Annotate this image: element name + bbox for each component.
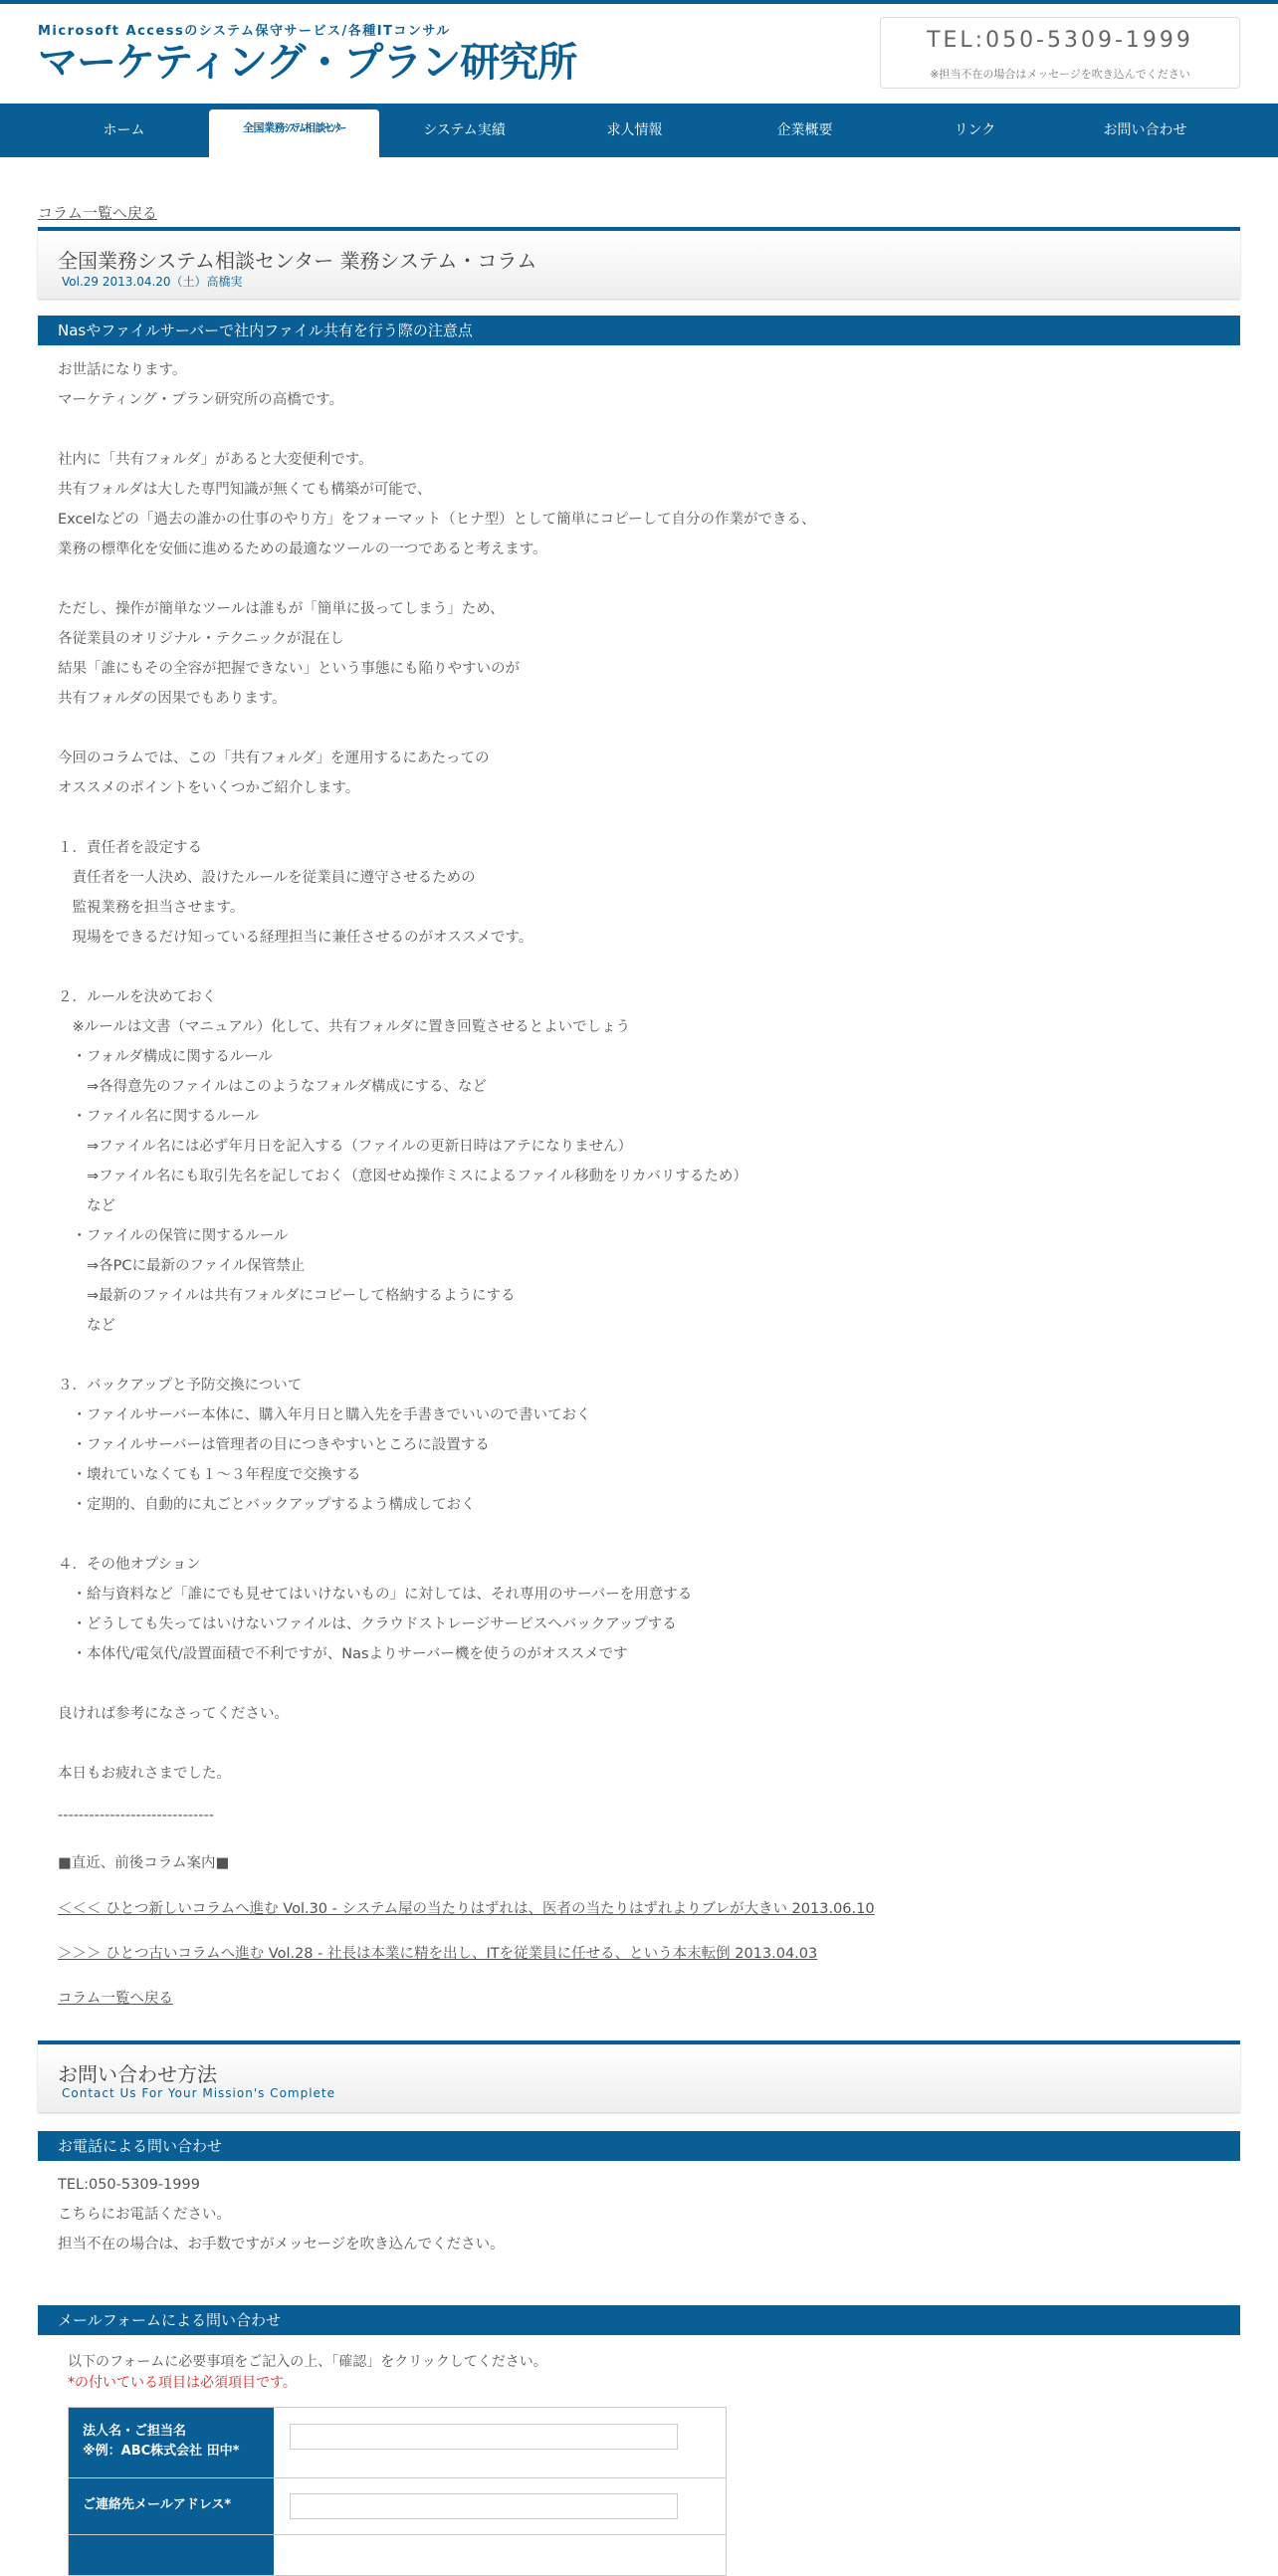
company-name-cell [274,2408,726,2477]
article-line: ４．その他オプション [58,1557,201,1573]
company-name-label-example: ※例：ABC株式会社 田中* [83,2444,240,2459]
email-input[interactable] [290,2493,678,2519]
form-row-email [69,2478,726,2535]
article-line: ただし、操作が簡単なツールは誰もが「簡単に扱ってしまう」ため、 [58,601,505,617]
article-line: オススメのポイントをいくつかご紹介します。 [58,780,360,796]
article-line: ⇒ファイル名には必ず年月日を記入する（ファイルの更新日時はアテになりません） [58,1139,633,1155]
nav-item-links[interactable]: リンク [954,122,996,138]
article-line: ・どうしても失ってはいけないファイルは、クラウドストレージサービスへバックアップする [58,1616,677,1632]
bottom-back-to-list-link[interactable]: コラム一覧へ戻る [58,1991,173,2007]
article-blank-line [58,1341,1212,1371]
page-title: 全国業務システム相談センター 業務システム・コラム [58,249,537,273]
contact-header [38,2040,1240,2112]
article-blank-line [58,1669,1212,1699]
form-row-next [69,2535,726,2575]
article-line: 責任者を一人決め、設けたルールを従業員に遵守させるための [58,870,476,886]
page-header [38,227,1240,299]
article-line: Excelなどの「過去の誰かの仕事のやり方」をフォーマット（ヒナ型）として簡単にコピーして自分の作業ができる、 [58,512,816,528]
next-field-cell [274,2535,726,2575]
article-line: ⇒ファイル名にも取引先名を記しておく（意図せぬ操作ミスによるファイル移動をリカバリするため） [58,1169,747,1184]
email-label-text: ご連絡先メールアドレス* [83,2497,232,2512]
mail-contact-heading-bar [38,2305,1240,2335]
article-line: 本日もお疲れさまでした。 [58,1766,231,1782]
nav-item-jobs[interactable]: 求人情報 [606,122,663,138]
article-line: ・ファイルの保管に関するルール [58,1228,289,1244]
article-blank-line [58,714,1212,744]
phone-contact-note: 担当不在の場合は、お手数ですがメッセージを吹き込んでください。 [58,2237,505,2253]
article-heading-bar [38,316,1240,345]
article-line: 業務の標準化を安価に進めるための最適なツールの一つであると考えます。 [58,541,547,557]
form-row-company-name [69,2408,726,2478]
phone-contact-info [58,2170,505,2259]
header-phone-note: ※担当不在の場合はメッセージを吹き込んでください [930,68,1190,81]
article-line: ・ファイルサーバーは管理者の目につきやすいところに設置する [58,1437,490,1453]
company-name-label-text: 法人名・ご担当名 [83,2424,187,2439]
next-field-label [69,2535,274,2575]
article-blank-line [58,1520,1212,1550]
article-line: ・ファイル名に関するルール [58,1109,260,1125]
company-name-label [69,2408,274,2477]
article-line: 共有フォルダの因果でもあります。 [58,691,287,707]
article-line: ⇒各PCに最新のファイル保管禁止 [58,1258,306,1274]
site-logo[interactable] [38,18,577,88]
article-blank-line [58,1729,1212,1759]
article-line: ・本体代/電気代/設置面積で不利ですが、Nasよりサーバー機を使うのがオススメです [58,1646,628,1662]
nav-item-consult-center[interactable]: 全国業務ｼｽﾃﾑ相談ｾﾝﾀｰ [209,109,379,161]
back-to-column-list-link[interactable]: コラム一覧へ戻る [38,204,157,222]
article-line: ・ファイルサーバー本体に、購入年月日と購入先を手書きでいいので書いておく [58,1407,591,1423]
article-line: ・給与資料など「誰にでも見せてはいけないもの」に対しては、それ専用のサーバーを用意する [58,1587,693,1603]
article-line: ・フォルダ構成に関するルール [58,1049,273,1065]
article-line: ２．ルールを決めておく [58,989,217,1005]
article-line: 結果「誰にもその全容が把握できない」という事態にも陥りやすいのが [58,661,520,677]
phone-contact-heading-bar [38,2131,1240,2161]
phone-contact-number: TEL:050-5309-1999 [58,2177,200,2193]
nearby-columns-heading: ■直近、前後コラム案内■ [58,1855,230,1871]
form-intro: 以下のフォームに必要事項をご記入の上、「確認」をクリックしてください。 [68,2354,547,2370]
article-line: 社内に「共有フォルダ」があると大変便利です。 [58,452,373,468]
newer-column-link[interactable]: ＜＜＜ ひとつ新しいコラムへ進む Vol.30 - システム屋の当たりはずれは、医者の当たりはずれよりブレが大きい 2013.06.10 [58,1901,875,1917]
article-line: ３．バックアップと予防交換について [58,1378,303,1394]
company-name-input[interactable] [290,2424,678,2450]
email-label [69,2478,274,2534]
article-line: 今回のコラムでは、この「共有フォルダ」を運用するにあたっての [58,751,490,766]
mail-contact-heading: メールフォームによる問い合わせ [58,2311,281,2329]
required-fields-note: *の付いている項目は必須項目です。 [68,2375,297,2391]
logo-tagline: Microsoft Accessのシステム保守サービス/各種ITコンサル [38,24,451,39]
top-accent-bar [0,0,1278,4]
article-line: 各従業員のオリジナル・テクニックが混在し [58,631,344,647]
page-subtitle: Vol.29 2013.04.20（土）高橋実 [62,275,243,289]
article-line: お世話になります。 [58,362,187,378]
article-line: ・定期的、自動的に丸ごとバックアップするよう構成しておく [58,1497,476,1513]
article-heading: Nasやファイルサーバーで社内ファイル共有を行う際の注意点 [58,322,473,339]
email-cell [274,2478,726,2534]
article-divider: ------------------------------ [58,1808,214,1824]
main-navigation [0,104,1278,157]
contact-form [68,2407,727,2576]
phone-contact-heading: お電話による問い合わせ [58,2137,223,2155]
contact-subtitle: Contact Us For Your Mission's Complete [62,2086,336,2100]
nav-item-system-results[interactable]: システム実績 [423,122,506,138]
article-blank-line [58,953,1212,982]
article-blank-line [58,564,1212,594]
nav-item-company[interactable]: 企業概要 [776,122,833,138]
article-line: など [58,1198,115,1214]
article-line: 共有フォルダは大した専門知識が無くても構築が可能で、 [58,482,432,498]
header-phone-number: TEL:050-5309-1999 [927,28,1193,53]
article-line: ※ルールは文書（マニュアル）化して、共有フォルダに置き回覧させるとよいでしょう [58,1019,631,1035]
older-column-link[interactable]: ＞＞＞ ひとつ古いコラムへ進む Vol.28 - 社長は本業に精を出し、ITを従業員に任せる、という本末転倒 2013.04.03 [58,1946,818,1962]
article-blank-line [58,803,1212,833]
article-line: マーケティング・プラン研究所の高橋です。 [58,392,344,408]
article-line: 良ければ参考になさってください。 [58,1706,289,1722]
article-line: 監視業務を担当させます。 [58,900,245,916]
logo-title: マーケティング・プラン研究所 [38,40,577,86]
phone-contact-instruction: こちらにお電話ください。 [58,2207,231,2223]
article-line: など [58,1318,115,1334]
article-body [58,355,1212,1789]
nav-item-contact[interactable]: お問い合わせ [1103,122,1187,138]
contact-title: お問い合わせ方法 [58,2062,217,2086]
article-line: １．責任者を設定する [58,840,202,856]
article-line: ・壊れていなくても１～３年程度で交換する [58,1467,361,1483]
header-phone-box [880,17,1240,89]
article-line: ⇒最新のファイルは共有フォルダにコピーして格納するようにする [58,1288,516,1304]
nav-item-home[interactable]: ホーム [103,122,145,138]
article-line: 現場をできるだけ知っている経理担当に兼任させるのがオススメです。 [58,930,533,946]
article-blank-line [58,415,1212,445]
article-line: ⇒各得意先のファイルはこのようなフォルダ構成にする、など [58,1079,488,1095]
